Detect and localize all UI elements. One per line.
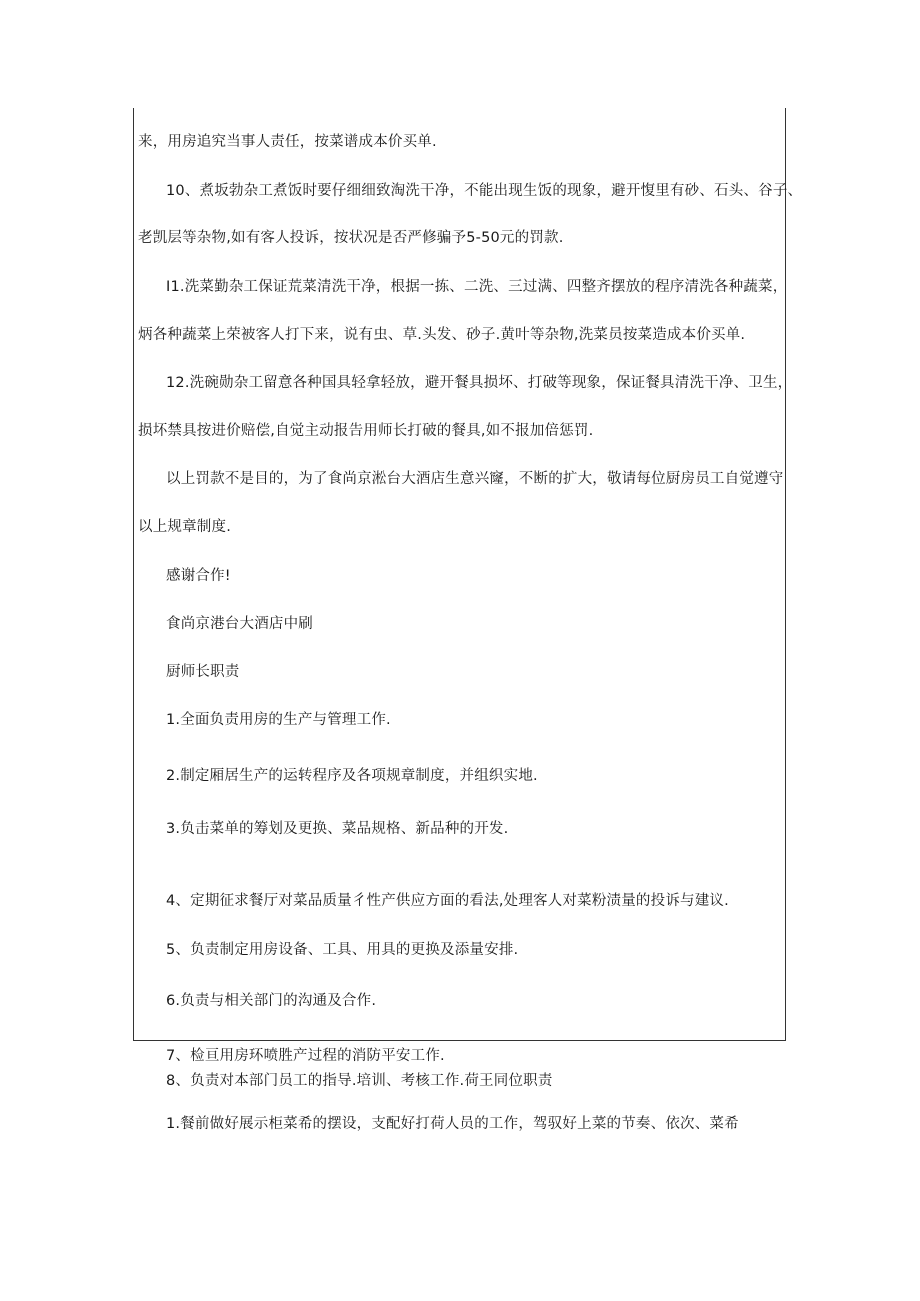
text-line: 12.洗碗勋杂工留意各种国具轻拿轻放，避开餐具损坏、打破等现象，保证餐具清洗干净、卫生， <box>166 375 793 391</box>
text-line: 炳各种蔬菜上荣被客人打下来，说有虫、草.头发、砂子.黄叶等杂物,洗菜员按菜造成本价买单. <box>138 327 746 343</box>
list-item: 8、负责对本部门员工的指导.培训、考核工作.荷王同位职责 <box>166 1073 553 1089</box>
list-item: 1.餐前做好展示柜菜希的摆设，支配好打荷人员的工作，驾驭好上菜的节奏、依次、菜希 <box>166 1116 739 1132</box>
table-border-right <box>785 108 786 1041</box>
section-heading: 厨师长职责 <box>166 664 240 680</box>
list-item: 4、定期征求餐厅对菜品质量彳性产供应方面的看法,处理客人对菜粉渍量的投诉与建议. <box>166 893 729 909</box>
text-line: 损坏禁具按进价赔偿,自觉主动报告用师长打破的餐具,如不报加倍惩罚. <box>138 423 594 439</box>
table-border-left <box>133 108 134 1041</box>
list-item: 3.负击菜单的筹划及更换、菜品规格、新品种的开发. <box>166 821 509 837</box>
text-line: 以上罚款不是目的，为了食尚京淞台大酒店生意兴窿，不断的扩大，敬请每位厨房员工自觉遵守 <box>166 471 784 487</box>
text-line: 感谢合作! <box>166 568 231 584</box>
text-line: 老凯层等杂物,如有客人投诉，按状况是否严修骗予5-50元的罚款. <box>138 230 564 246</box>
text-line: I1.洗菜勤杂工保证荒菜清洗干净，根据一拣、二洗、三过满、四整齐摆放的程序清洗各种蔬菜， <box>166 279 788 295</box>
list-item: 5、负责制定用房设备、工具、用具的更换及添量安排. <box>166 942 519 958</box>
text-line: 食尚京港台大酒店中刷 <box>166 616 313 632</box>
list-item: 6.负责与相关部门的沟通及合作. <box>166 993 377 1009</box>
list-item: 7、检亘用房环喷胜产过程的消防平安工作. <box>166 1048 445 1064</box>
text-line: 10、煮坂勃杂工煮饭时要仔细细致淘洗干净，不能出现生饭的现象，避开愎里有砂、石头、谷子、 <box>166 183 803 199</box>
text-line: 以上规章制度. <box>138 519 232 535</box>
table-border-bottom <box>133 1040 786 1041</box>
list-item: 1.全面负责用房的生产与管理工作. <box>166 712 391 728</box>
list-item: 2.制定厢居生产的运转程序及各项规章制度，并组织实地. <box>166 768 538 784</box>
text-line: 来，用房追究当事人责任，按菜谱成本价买单. <box>138 134 437 150</box>
